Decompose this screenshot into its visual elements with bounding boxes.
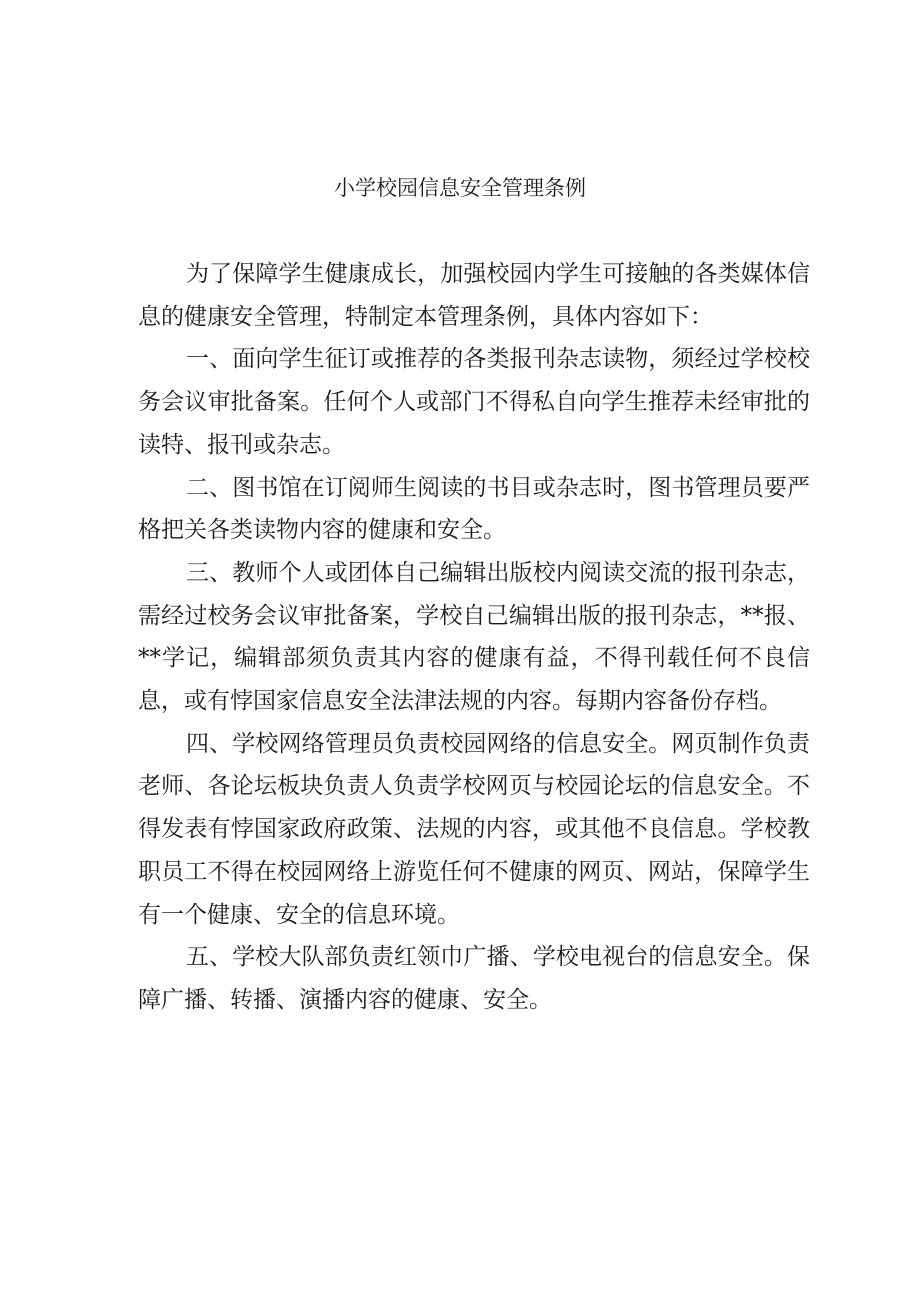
paragraph-item-3: 三、教师个人或团体自己编辑出版校内阅读交流的报刊杂志，需经过校务会议审批备案，学校自己编辑出版的报刊杂志，**报、**学记，编辑部须负责其内容的健康有益，不得刊载任何不良信息，或有悖国家信息安全法津法规的内容。每期内容备份存档。	[138, 559, 810, 715]
paragraph-intro: 为了保障学生健康成长，加强校园内学生可接触的各类媒体信息的健康安全管理，特制定本管理条例，具体内容如下：	[138, 261, 810, 330]
document-title: 小学校园信息安全管理条例	[334, 176, 586, 200]
paragraph-item-5: 五、学校大队部负责红领巾广播、学校电视台的信息安全。保障广播、转播、演播内容的健康、安全。	[138, 944, 810, 1013]
paragraph-item-2: 二、图书馆在订阅师生阅读的书目或杂志时，图书管理员要严格把关各类读物内容的健康和安全。	[138, 474, 810, 544]
document-body	[138, 253, 810, 1022]
paragraph-item-4: 四、学校网络管理员负责校园网络的信息安全。网页制作负责老师、各论坛板块负责人负责学校网页与校园论坛的信息安全。不得发表有悖国家政府政策、法规的内容，或其他不良信息。学校教职员工不得在校园网络上游览任何不健康的网页、网站，保障学生有一个健康、安全的信息环境。	[138, 730, 810, 928]
paragraph-item-1: 一、面向学生征订或推荐的各类报刊杂志读物，须经过学校校务会议审批备案。任何个人或部门不得私自向学生推荐未经审批的读特、报刊或杂志。	[138, 346, 810, 458]
